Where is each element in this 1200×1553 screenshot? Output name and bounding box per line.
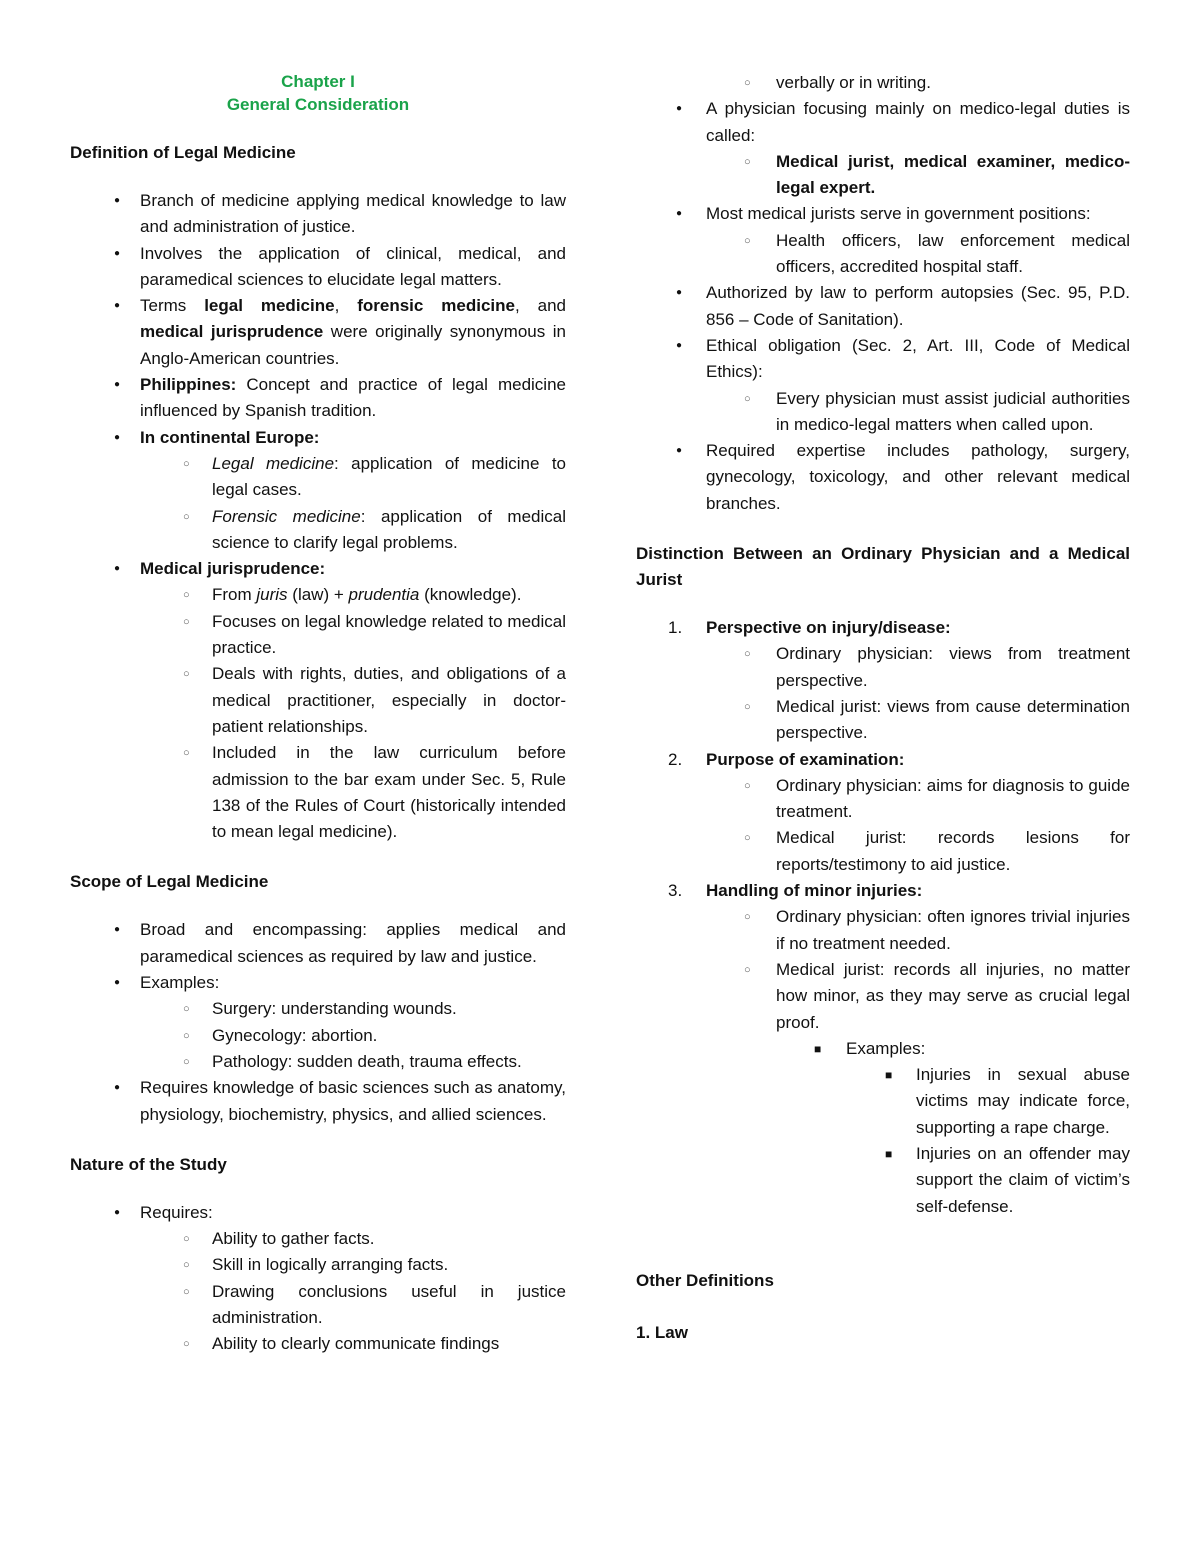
chapter-heading [70,70,566,116]
list-item: ● Requires: [70,1200,566,1226]
numbered-item: 2. Purpose of examination: [668,749,905,769]
list-item: ● A physician focusing mainly on medico-legal duties is called: [636,96,1130,149]
right-column [636,70,1130,1346]
list-subitem: ○ Gynecology: abortion. [70,1023,566,1049]
continued-list [636,70,1130,517]
list-subsubitem: ■ Examples: [636,1036,1130,1062]
list-item: ● Broad and encompassing: applies medical and paramedical sciences as required by law and justice. [70,917,566,970]
list-item: ● Involves the application of clinical, medical, and paramedical sciences to elucidate legal matters. [70,241,566,294]
list-subitem: ○ Medical jurist: records lesions for reports/testimony to aid justice. [636,825,1130,878]
list-subitem: ○ Medical jurist: views from cause determination perspective. [636,694,1130,747]
list-subitem: ○ Ordinary physician: views from treatment perspective. [636,641,1130,694]
list-subitem: ○ Surgery: understanding wounds. [70,996,566,1022]
list-item: ● Terms legal medicine, forensic medicine, and medical jurisprudence were originally synonymous in Anglo-American countries. [70,293,566,372]
list-subitem: ○ Ordinary physician: aims for diagnosis to guide treatment. [636,773,1130,826]
section-title-definition: Definition of Legal Medicine [70,143,296,162]
left-column [70,0,566,1358]
list-subitem: ○ Health officers, law enforcement medical officers, accredited hospital staff. [636,228,1130,281]
list-item: ● Medical jurisprudence: [70,556,566,582]
nature-list [70,1200,566,1358]
scope-list [70,917,566,1127]
list-subitem: ○ Medical jurist, medical examiner, medico-legal expert. [636,149,1130,202]
section-title-distinction: Distinction Between an Ordinary Physician and a Medical Jurist [636,544,1130,590]
list-item: ● Examples: [70,970,566,996]
list-subitem: ○ Focuses on legal knowledge related to medical practice. [70,609,566,662]
list-subitem: ○ Legal medicine: application of medicine to legal cases. [70,451,566,504]
list-subitem: ○ Ordinary physician: often ignores trivial injuries if no treatment needed. [636,904,1130,957]
list-item: ● Requires knowledge of basic sciences such as anatomy, physiology, biochemistry, physics, and allied sciences. [70,1075,566,1128]
list-subitem: ○ Skill in logically arranging facts. [70,1252,566,1278]
distinction-list [636,615,1130,1220]
chapter-subtitle: General Consideration [226,95,410,114]
list-subitem: ○ Forensic medicine: application of medical science to clarify legal problems. [70,504,566,557]
definition-list [70,188,566,845]
list-subsubsubitem: ■ Injuries on an offender may support the claim of victim’s self-defense. [636,1141,1130,1220]
list-item: ● Most medical jurists serve in government positions: [636,201,1130,227]
numbered-item: 1. Perspective on injury/disease: [668,618,951,638]
list-subitem: ○ Every physician must assist judicial authorities in medico-legal matters when called upon. [636,386,1130,439]
list-subitem: ○ Drawing conclusions useful in justice administration. [70,1279,566,1332]
continued-text: ○ verbally or in writing. [636,70,1130,96]
section-title-scope: Scope of Legal Medicine [70,872,269,892]
list-subitem: ○ Deals with rights, duties, and obligations of a medical practitioner, especially in doctor-patient relationships. [70,661,566,740]
list-subitem: ○ From juris (law) + prudentia (knowledge). [70,582,566,608]
section-title-nature: Nature of the Study [70,1154,227,1174]
list-item: ● Authorized by law to perform autopsies (Sec. 95, P.D. 856 – Code of Sanitation). [636,280,1130,333]
numbered-item: 3. Handling of minor injuries: [668,881,923,901]
list-subitem: ○ Pathology: sudden death, trauma effects. [70,1049,566,1075]
subsection-title-law: 1. Law [636,1322,688,1342]
list-item: ● Branch of medicine applying medical knowledge to law and administration of justice. [70,188,566,241]
list-item: ● Philippines: Concept and practice of legal medicine influenced by Spanish tradition. [70,372,566,425]
chapter-title: Chapter I [281,72,355,91]
list-subsubsubitem: ■ Injuries in sexual abuse victims may indicate force, supporting a rape charge. [636,1062,1130,1141]
list-item: ● Ethical obligation (Sec. 2, Art. III, Code of Medical Ethics): [636,333,1130,386]
section-title-other: Other Definitions [636,1270,774,1290]
list-subitem: ○ Included in the law curriculum before admission to the bar exam under Sec. 5, Rule 138 of the Rules of Court (historically intended to mean legal medicine). [70,740,566,845]
list-item: ● Required expertise includes pathology, surgery, gynecology, toxicology, and other relevant medical branches. [636,438,1130,517]
list-subitem: ○ Ability to gather facts. [70,1226,566,1252]
list-subitem: ○ Medical jurist: records all injuries, no matter how minor, as they may serve as crucial legal proof. [636,957,1130,1036]
list-item: ● In continental Europe: [70,425,566,451]
list-subitem: ○ Ability to clearly communicate findings [70,1331,566,1357]
